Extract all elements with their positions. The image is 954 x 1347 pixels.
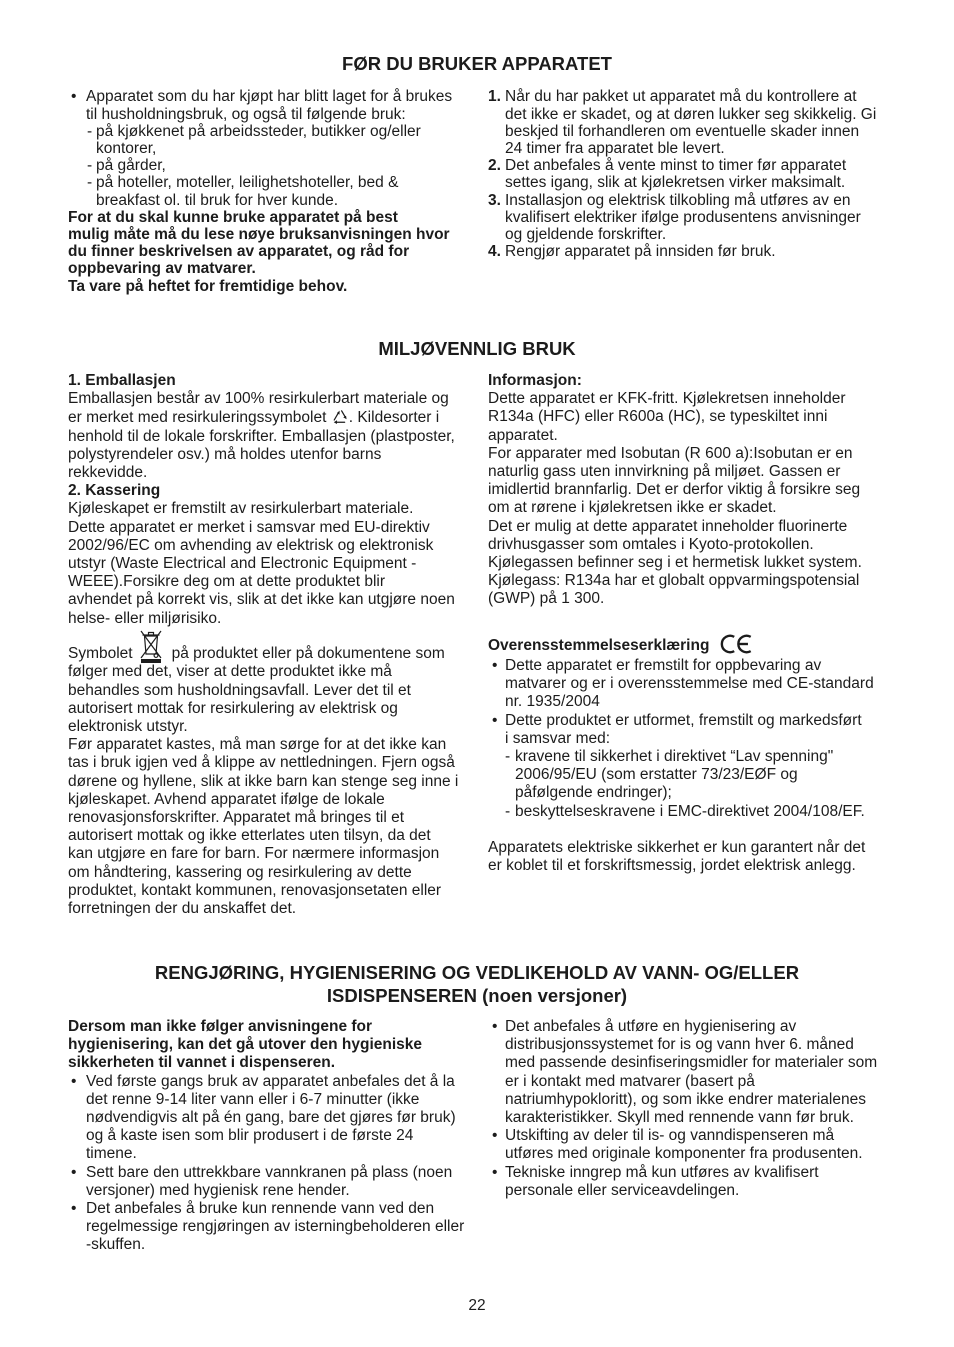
step-item	[488, 157, 928, 191]
dispenser-bullet-text: Det anbefales å bruke kun rennende vann ved den regelmessige rengjøringen av isterningbeholderen eller -skuffen.	[86, 1200, 465, 1254]
conformity-heading: Overensstemmelseserklæring	[488, 636, 710, 654]
dispenser-bullet-text: Utskifting av deler til is- og vanndispenseren må utføres med originale komponenter fra produsenten.	[505, 1127, 863, 1163]
use-item-text: på kjøkkenet på arbeidssteder, butikker og/eller kontorer,	[96, 122, 421, 157]
packaging-text-after-icon: . Kildesorter i henhold til de lokale forskrifter. Emballasjen (plastposter, polystyrendeler osv.) må holdes utenfor barns rekkevidde.	[68, 409, 455, 482]
use-item	[68, 174, 478, 208]
information-heading	[488, 372, 928, 390]
use-item-text: på gårder,	[96, 157, 166, 175]
list-item	[488, 1164, 928, 1200]
conformity-sub-item-text: kravene til sikkerhet i direktivet “Lav spenning" 2006/95/EU (som erstatter 73/23/EØF og påfølgende endringer);	[515, 748, 834, 802]
notice-text: For at du skal kunne bruke apparatet på best mulig måte må du lese nøye bruksanvisningen hvor du finner beskrivelsen av apparatet, og råd for oppbevaring av matvarer. Ta vare på heftet for fremtidige behov.	[68, 208, 450, 295]
disposal-continued	[68, 663, 478, 918]
step-item	[488, 88, 928, 157]
list-item	[488, 712, 928, 748]
dispenser-left-column	[68, 1018, 478, 1255]
ce-mark-icon	[719, 633, 754, 655]
section-title-environment: MILJØVENNLIG BRUK	[378, 338, 576, 359]
page-number: 22	[468, 1297, 486, 1314]
list-sub-item	[488, 748, 928, 803]
step-number: 3.	[488, 191, 501, 209]
list-item	[68, 1164, 478, 1200]
step-text: Når du har pakket ut apparatet må du kontrollere at det ikke er skadet, og at døren lukker seg skikkelig. Gi beskjed til forhandleren om eventuelle skader innen 24 timer fra apparatet ble levert.	[505, 88, 877, 157]
disposal-paragraph	[68, 500, 478, 627]
conformity-heading-row	[488, 631, 754, 655]
symbol-text-first-line: på produktet eller på dokumentene som	[171, 645, 445, 663]
packaging-heading	[68, 372, 478, 390]
use-item	[68, 157, 478, 174]
step-number: 1.	[488, 88, 501, 106]
packaging-paragraph	[68, 390, 478, 482]
dispenser-bullet-text: Sett bare den uttrekkbare vannkranen på plass (noen versjoner) med hygienisk rene hender.	[86, 1163, 453, 1199]
information-paragraph	[488, 390, 928, 608]
safety-note-text: Apparatets elektriske sikkerhet er kun garantert når det er koblet til et forskriftsmessig, jordet elektrisk anlegg.	[488, 839, 866, 875]
section-title-before-use: FØR DU BRUKER APPARATET	[342, 53, 612, 74]
packaging-text-before-icon: Emballasjen består av 100% resirkulerbart materiale og er merket med resirkuleringssymbolet	[68, 390, 449, 427]
hygiene-warning	[68, 1018, 478, 1073]
list-item	[488, 657, 928, 712]
step-number: 4.	[488, 243, 501, 261]
step-number: 2.	[488, 157, 501, 175]
environment-right-column	[488, 372, 928, 609]
list-item	[68, 1200, 478, 1255]
step-text: Rengjør apparatet på innsiden før bruk.	[505, 243, 776, 261]
crossed-out-bin-icon	[138, 627, 164, 663]
conformity-bullet-text: Dette produktet er utformet, fremstilt og markedsført i samsvar med:	[505, 711, 862, 747]
step-item	[488, 243, 928, 260]
dispenser-right-column	[488, 1018, 928, 1200]
information-heading-text: Informasjon:	[488, 372, 582, 389]
list-item	[68, 88, 478, 122]
step-text: Installasjon og elektrisk tilkobling må utføres av en kvalifisert elektriker ifølge produsentens anvisninger og gjeldende forskrifter.	[505, 191, 861, 244]
environment-left-column	[68, 372, 478, 628]
disposal-instructions-text: følger med det, viser at dette produktet ikke må behandles som husholdningsavfall. Lever det til et autorisert mottak for resirkulering av elektrisk og elektronisk utstyr. Før apparatet kastes, må man sørge for at det ikke kan tas i bruk igjen ved å klippe av nettledningen. Fjern også dørene og hyllene, slik at ikke barn kan stenge seg inne i kjøleskapet. Avhend apparatet ifølge de lokale renovasjonsforskrifter. Apparatet må bringes til et autorisert mottak og ikke etterlates uten tilsyn, da det kan utgjøre en fare for barn. For nærmere informasjon om håndtering, kassering og resirkulering av dette produktet, kontakt kommunen, renovasjonsetaten eller forretningen der du anskaffet det.	[68, 663, 459, 918]
step-text: Det anbefales å vente minst to timer før apparatet settes igang, slik at kjølekretsen virker maksimalt.	[505, 157, 847, 192]
use-item-text: på hoteller, moteller, leilighetshoteller, bed & breakfast ol. til bruk for hver kunde.	[96, 174, 399, 209]
hygiene-warning-text: Dersom man ikke følger anvisningene for hygienisering, kan det gå utover den hygieniske sikkerheten til vannet i dispenseren.	[68, 1018, 423, 1072]
electrical-safety-note	[488, 839, 928, 875]
list-sub-item	[488, 803, 928, 821]
symbol-label: Symbolet	[68, 645, 133, 663]
conformity-bullet-text: Dette apparatet er fremstilt for oppbevaring av matvarer og er i overensstemmelse med CE-standard nr. 1935/2004	[505, 657, 874, 711]
disposal-instructions	[68, 663, 478, 918]
dispenser-bullet-text: Det anbefales å utføre en hygienisering av distribusjonssystemet for is og vann hver 6. måned med passende desinfiseringsmidler for materialer som er i kontakt med matvarer (basert på natriumhypokloritt), og som ikke endrer materialenes karakteristikker. Skyll med rennende vann før bruk.	[505, 1018, 878, 1127]
information-text: Dette apparatet er KFK-fritt. Kjølekretsen inneholder R134a (HFC) eller R600a (HC), se typeskiltet inni apparatet. For apparater med Isobutan (R 600 a):Isobutan er en naturlig gass uten innvirkning på miljøet. Gassen er imidlertid brannfarlig. Det er derfor viktig å forsikre seg om at rørene i kjølekretsen ikke er skadet. Det er mulig at dette apparatet inneholder fluorinerte drivhusgasser som omtales i Kyoto-protokollen. Kjølegassen befinner seg i et hermetisk lukket system. Kjølegass: R134a har et globalt oppvarmingspotensial (GWP) på 1 300.	[488, 390, 862, 608]
before-use-left-column	[68, 88, 478, 294]
list-item	[68, 1073, 478, 1164]
conformity-sub-item-text: beskyttelseskravene i EMC-direktivet 2004/108/EF.	[515, 802, 865, 820]
section-title-dispenser-line2: ISDISPENSEREN (noen versjoner)	[326, 984, 628, 1006]
disposal-heading-text: 2. Kassering	[68, 482, 161, 500]
section-title-dispenser-line1: RENGJØRING, HYGIENISERING OG VEDLIKEHOLD AV VANN- OG/ELLER	[154, 961, 800, 983]
list-item	[488, 1018, 928, 1127]
dispenser-bullet-text: Ved første gangs bruk av apparatet anbefales det å la det renne 9-14 liter vann eller i 6-7 minutter (ikke nødvendigvis alt på én gang, bare det gjøres før bruk) og å kaste isen som blir produsert i de første 24 timene.	[86, 1072, 456, 1163]
packaging-heading-text: 1. Emballasjen	[68, 372, 176, 389]
conformity-list	[488, 657, 928, 821]
recycle-icon	[331, 408, 349, 424]
dispenser-bullet-text: Tekniske inngrep må kun utføres av kvalifisert personale eller serviceavdelingen.	[505, 1163, 819, 1199]
disposal-heading	[68, 482, 478, 500]
read-manual-notice	[68, 209, 478, 295]
before-use-right-column	[488, 88, 928, 260]
intro-bullet-text: Apparatet som du har kjøpt har blitt laget for å brukes til husholdningsbruk, og også til følgende bruk:	[86, 88, 453, 123]
disposal-text: Kjøleskapet er fremstilt av resirkulerbart materiale. Dette apparatet er merket i samsvar med EU-direktiv 2002/96/EC om avhending av elektrisk og elektronisk utstyr (Waste Electrical and Electronic Equipment - WEEE).Forsikre deg om at dette produktet blir avhendet på korrekt vis, slik at det ikke kan utgjøre noen helse- eller miljørisiko.	[68, 500, 455, 627]
step-item	[488, 192, 928, 244]
list-item	[488, 1127, 928, 1163]
weee-symbol-row	[68, 627, 445, 663]
use-item	[68, 123, 478, 157]
